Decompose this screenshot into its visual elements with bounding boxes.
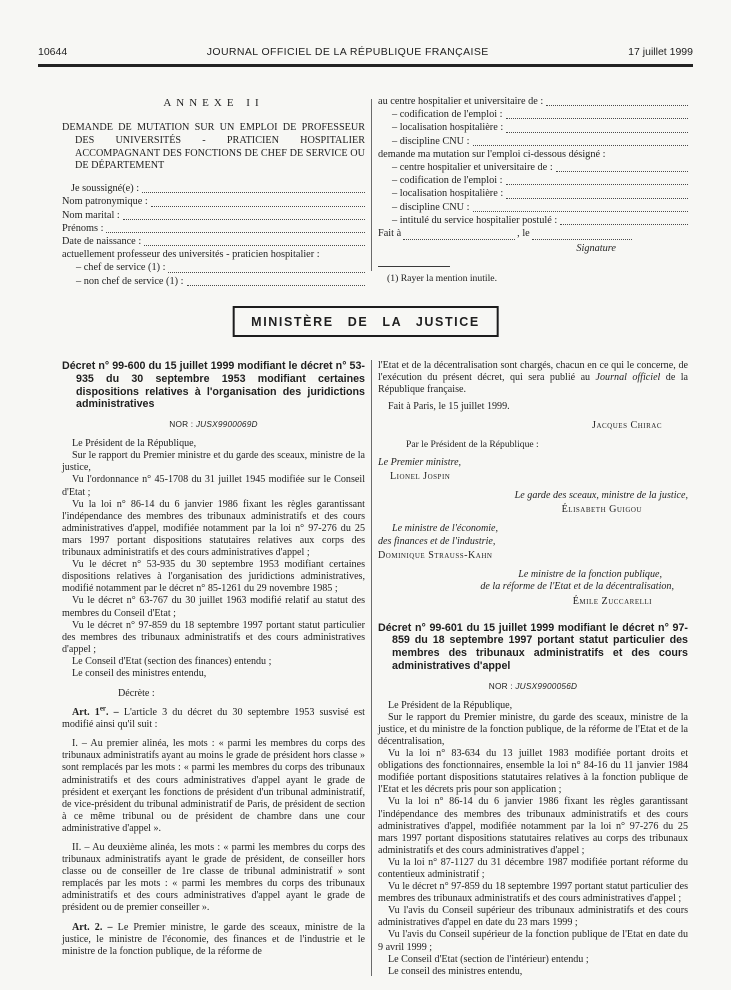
dotted-fill: [123, 219, 365, 220]
decrees-section: [62, 360, 688, 978]
le-label: , le: [517, 228, 530, 240]
signature-byline: Par le Président de la République :: [406, 438, 539, 450]
decree2-nor: [378, 681, 688, 691]
decree-paragraph: Le conseil des ministres entendu,: [388, 965, 523, 977]
decree-paragraph: Le Président de la République,: [388, 699, 513, 711]
form-row-label: – localisation hospitalière :: [392, 188, 504, 200]
form-row-label: – codification de l'emploi :: [392, 175, 503, 187]
footnote-rule: [378, 266, 450, 267]
decree1-column: [62, 360, 365, 978]
decree-paragraph: Le conseil des ministres entendu,: [72, 667, 207, 679]
decree-paragraph: Vu le décret n° 97-859 du 18 septembre 1997 portant statut particulier des membres des tribunaux administratifs et des cours administratives d'appel ;: [378, 881, 688, 905]
fait-a-paris-line: Fait à Paris, le 15 juillet 1999.: [388, 401, 510, 413]
decree-paragraph: Vu l'avis du Conseil supérieur des tribunaux administratifs et des cours administratives d'appel en date du 23 mars 1999 ;: [378, 905, 688, 929]
nor-label: NOR :: [488, 680, 513, 691]
form-row-label: actuellement professeur des universités - praticien hospitalier :: [62, 249, 320, 261]
signature-eco-name: Dominique Strauss-Kahn: [378, 550, 493, 562]
form-row: [378, 201, 688, 214]
form-row: [62, 182, 365, 195]
dotted-fill: [106, 232, 365, 233]
decree-paragraph: Vu la loi n° 87-1127 du 31 décembre 1987 modifiée portant réforme du contentieux administratif ;: [378, 856, 688, 880]
article-1: [62, 704, 365, 731]
signature-fp-title-2: de la réforme de l'Etat et de la décentralisation,: [480, 581, 674, 593]
dotted-fill: [506, 132, 688, 133]
signature-justice-name: Élisabeth Guigou: [561, 504, 642, 516]
article-2: [62, 922, 365, 958]
form-row-label: Prénoms :: [62, 222, 104, 234]
form-row: [378, 135, 688, 148]
form-row: [378, 95, 688, 108]
annexe-heading: DEMANDE DE MUTATION SUR UN EMPLOI DE PROFESSEUR DES UNIVERSITÉS - PRATICIEN HOSPITALIER ACCOMPAGNANT DES FONCTIONS DE CHEF DE SERVICE OU DE DÉPARTEMENT: [62, 122, 365, 172]
signature-pm-title: Le Premier ministre,: [378, 456, 462, 468]
form-row-label: Je soussigné(e) :: [71, 183, 140, 195]
decree-paragraph: Sur le rapport du Premier ministre, du garde des sceaux, ministre de la justice, et du ministre de la fonction publique, de la réforme de l'Etat et de la décentralisation,: [378, 711, 688, 747]
nor-label: NOR :: [169, 419, 194, 430]
decree1-continuation: l'Etat et de la décentralisation sont chargés, chacun en ce qui le concerne, de l'exécution du présent décret, qui sera publié au Journal officiel de la République française.: [378, 360, 689, 396]
signature-eco-title-1: Le ministre de l'économie,: [392, 522, 499, 534]
signature-eco-title-2: des finances et de l'industrie,: [378, 535, 496, 547]
form-row-label: Date de naissance :: [62, 236, 142, 247]
dotted-fill: [560, 224, 688, 225]
column-divider: [371, 99, 372, 271]
dotted-fill: [473, 145, 688, 146]
signature-fp-name: Émile Zuccarelli: [572, 595, 652, 607]
form-row: [62, 261, 365, 274]
decree-paragraph: Vu le décret n° 97-859 du 18 septembre 1997 portant statut particulier des membres des tribunaux administratifs et des cours administratives d'appel ;: [62, 619, 365, 655]
decree-paragraph: Le Conseil d'Etat (section de l'intérieur) entendu ;: [388, 953, 589, 965]
dotted-fill: [151, 206, 365, 207]
form-row-label: Nom marital :: [62, 209, 120, 221]
header-rule: [38, 64, 693, 67]
column-divider: [371, 360, 372, 976]
form-row-label: demande ma mutation sur l'emploi ci-dessous désigné :: [378, 148, 606, 160]
dotted-fill: [473, 211, 688, 212]
article-2-text: Le Premier ministre, le garde des sceaux, ministre de la justice, le ministre de l'économie, des finances et de l'industrie et le ministre de la fonction publique, de la réforme de: [62, 921, 366, 957]
annexe-right-column: [378, 95, 688, 288]
form-row-label: au centre hospitalier et universitaire de :: [378, 96, 544, 107]
form-row-label: – intitulé du service hospitalier postulé :: [392, 214, 558, 226]
form-row-fait: [378, 227, 688, 240]
signature-justice-title: Le garde des sceaux, ministre de la justice,: [514, 489, 688, 501]
form-row-label: – discipline CNU :: [392, 201, 470, 213]
form-row-label: – chef de service (1) :: [76, 262, 166, 274]
form-row-label: Nom patronymique :: [62, 196, 148, 208]
form-row-label: – localisation hospitalière :: [392, 122, 504, 134]
form-row: [62, 275, 365, 288]
issue-date: 17 juillet 1999: [628, 46, 693, 58]
decree-paragraph: Vu le décret n° 53-935 du 30 septembre 1953 modifiant certaines dispositions relatives à l'organisation des juridictions administratives, modifié notamment par le décret n° 85-1261 du 29 novembre 1985 ;: [62, 559, 365, 595]
journal-title: JOURNAL OFFICIEL DE LA RÉPUBLIQUE FRANÇAISE: [206, 46, 489, 58]
ministry-banner: MINISTÈRE DE LA JUSTICE: [232, 306, 499, 337]
form-row: [378, 187, 688, 200]
dotted-fill: [403, 229, 515, 240]
signature-label: Signature: [576, 243, 616, 255]
signature-fp-title-1: Le ministre de la fonction publique,: [518, 568, 662, 580]
decree-paragraph: Vu la loi n° 86-14 du 6 janvier 1986 fixant les règles garantissant l'indépendance des membres des tribunaux administratifs et des cours administratives d'appel, modifiée notamment par la loi n° 97-276 du 25 mars 1997 portant dispositions statutaires relatives aux corps des tribunaux administratifs et des cours administratives d'appel ;: [62, 498, 365, 559]
annexe-section: [62, 95, 688, 288]
decree-paragraph: Le Président de la République,: [72, 438, 197, 450]
annexe-title: ANNEXE II: [163, 97, 264, 109]
article-1-label: Art. 1er. –: [72, 704, 124, 719]
form-row-label: – discipline CNU :: [392, 135, 470, 147]
dotted-fill: [506, 184, 688, 185]
form-row: [62, 235, 365, 248]
form-row-label: – centre hospitalier et universitaire de :: [392, 162, 553, 174]
dotted-fill: [556, 171, 688, 172]
decree-paragraph: Vu la loi n° 83-634 du 13 juillet 1983 modifiée portant droits et obligations des fonctionnaires, ensemble la loi n° 84-16 du 11 janvier 1984 modifiée portant dispositions statutaires relatives à la fonction publique de l'Etat et les décrets pris pour son application ;: [378, 748, 688, 796]
decree2-title: Décret n° 99-601 du 15 juillet 1999 modifiant le décret n° 97-859 du 18 septembre 1997 portant statut particulier des membres des tribunaux administratifs et des cours administratives d'appel: [378, 621, 688, 672]
dotted-fill: [532, 229, 632, 240]
decrete-line: Décrète :: [118, 688, 155, 700]
article-2-label: Art. 2. –: [72, 921, 118, 933]
form-row: [62, 222, 365, 235]
form-row: [62, 195, 365, 208]
decree-paragraph: Le Conseil d'Etat (section des finances) entendu ;: [72, 655, 272, 667]
clause-II: II. – Au deuxième alinéa, les mots : « parmi les membres du corps des tribunaux administratifs ayant le grade de président, de conseiller hors classe ou de conseiller de 1re classe de tribunal administratif » sont remplacés par les mots : « parmi les membres du corps des tribunaux administratifs et des cours administratives d'appel ayant le grade de président ou de premier conseiller ».: [62, 842, 365, 914]
dotted-fill: [546, 105, 688, 106]
dotted-fill: [506, 118, 688, 119]
signature-block: [378, 420, 688, 608]
decree-paragraph: Vu l'avis du Conseil supérieur de la fonction publique de l'Etat en date du 9 avril 1999 ;: [378, 929, 688, 953]
nor-value: JUSX9900069D: [195, 419, 258, 430]
form-row: [378, 108, 688, 121]
page-header: [38, 46, 693, 58]
decree-paragraph: Vu la loi n° 86-14 du 6 janvier 1986 fixant les règles garantissant l'indépendance des membres des tribunaux administratifs et des cours administratives d'appel, modifiée notamment par la loi n° 97-276 du 25 mars 1997 portant dispositions statutaires relatives au corps des tribunaux administratifs et des cours administratives d'appel ;: [378, 796, 688, 856]
dotted-fill: [142, 192, 365, 193]
decree2-column: [378, 360, 688, 978]
journal-officiel-italic: Journal officiel: [595, 372, 661, 384]
signature-president: Jacques Chirac: [592, 420, 662, 432]
signature-pm-name: Lionel Jospin: [390, 471, 451, 483]
form-row: [378, 161, 688, 174]
dotted-fill: [187, 285, 366, 286]
dotted-fill: [144, 245, 365, 246]
form-row: [378, 174, 688, 187]
dotted-fill: [506, 198, 688, 199]
form-row: [378, 121, 688, 134]
form-row-label: – codification de l'emploi :: [392, 109, 503, 121]
decree-paragraph: Vu l'ordonnance n° 45-1708 du 31 juillet 1945 modifiée sur le Conseil d'Etat ;: [62, 474, 365, 498]
dotted-fill: [168, 272, 365, 273]
page-number: 10644: [38, 46, 68, 58]
article-1-text: L'article 3 du décret du 30 septembre 1953 susvisé est modifié ainsi qu'il suit :: [62, 707, 365, 731]
form-row-label: – non chef de service (1) :: [76, 275, 184, 287]
decree-paragraph: Sur le rapport du Premier ministre et du garde des sceaux, ministre de la justice,: [62, 450, 365, 474]
decree1-nor: [62, 419, 365, 429]
decree1-title: Décret n° 99-600 du 15 juillet 1999 modifiant le décret n° 53-935 du 30 septembre 1953 modifiant certaines dispositions relatives à l'organisation des juridictions administratives: [62, 360, 365, 411]
annexe-left-column: [62, 95, 365, 288]
decree-paragraph: Vu le décret n° 63-767 du 30 juillet 1963 modifié relatif au statut des membres du Conseil d'Etat ;: [62, 595, 365, 619]
footnote: (1) Rayer la mention inutile.: [387, 273, 498, 285]
clause-I: I. – Au premier alinéa, les mots : « parmi les membres du corps des tribunaux administratifs ayant au moins le grade de président hors classe » sont remplacés par les mots : « parmi les membres du corps des tribunaux administratifs et des cours administratives d'appel ayant le grade de président et exerçant les fonctions de président d'un tribunal administratif, de vice-président du tribunal administratif de Paris, de président de section à ce même tribunal ou de président de chambre dans une cour administrative d'appel ».: [62, 738, 365, 834]
fait-a-label: Fait à: [378, 228, 402, 240]
form-row: [378, 214, 688, 227]
nor-value: JUSX9900056D: [515, 680, 578, 691]
form-row: [62, 209, 365, 222]
